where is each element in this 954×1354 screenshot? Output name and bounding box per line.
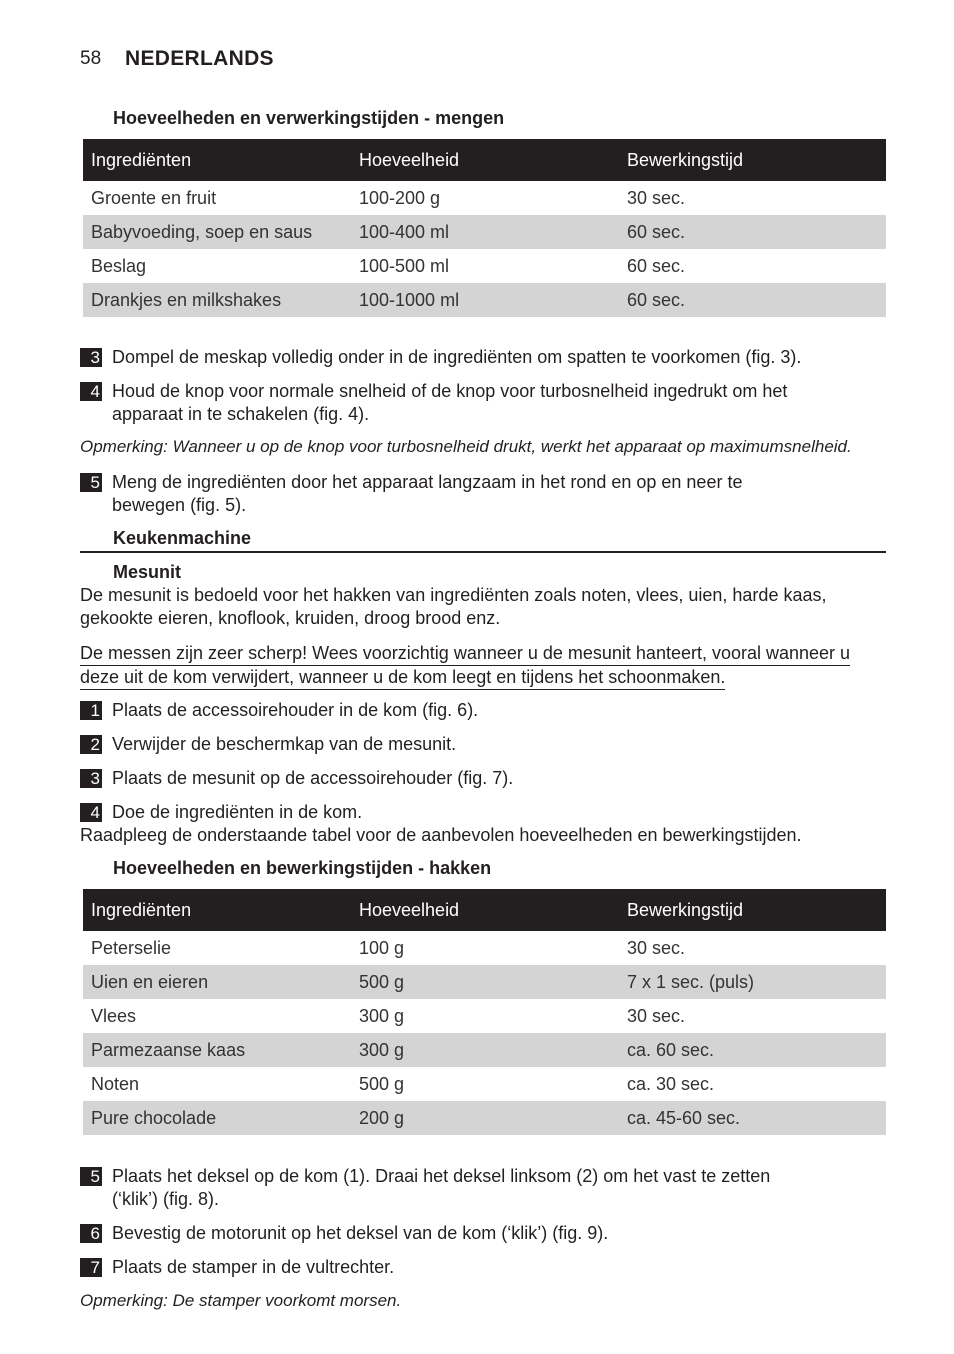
step-text: Doe de ingrediënten in de kom. — [112, 802, 363, 822]
step-text: Bevestig de motorunit op het deksel van de kom (‘klik’) (fig. 9). — [112, 1223, 609, 1243]
step-number: 6 — [80, 1224, 102, 1243]
step-number: 3 — [80, 348, 102, 367]
step-text: Plaats de accessoirehouder in de kom (fig. 6). — [112, 700, 479, 720]
mesunit-description — [80, 584, 826, 630]
cell: 100-500 ml — [359, 255, 450, 276]
column-header: Bewerkingstijd — [619, 889, 886, 931]
table-row — [83, 249, 886, 283]
cell: 200 g — [351, 1101, 619, 1135]
language-heading: NEDERLANDS — [125, 47, 274, 70]
table-row — [83, 283, 886, 317]
table1-title: Hoeveelheden en verwerkingstijden - mengen — [113, 108, 505, 128]
table-header-row — [83, 139, 886, 181]
cell: ca. 60 sec. — [619, 1033, 886, 1067]
cell: Noten — [91, 1073, 140, 1094]
cell: 100-200 g — [359, 187, 441, 208]
paragraph-line: De mesunit is bedoeld voor het hakken van ingrediënten zoals noten, vlees, uien, harde kaas, — [80, 585, 827, 605]
step-number: 5 — [80, 473, 102, 492]
cell: Uien en eieren — [83, 965, 351, 999]
warning-text — [80, 642, 850, 690]
cell: 60 sec. — [619, 215, 886, 249]
cell: 100 g — [359, 937, 405, 958]
cell: ca. 45-60 sec. — [619, 1101, 886, 1135]
table-row — [83, 1101, 886, 1135]
cell: 30 sec. — [627, 1005, 686, 1026]
step-line: apparaat in te schakelen (fig. 4). — [112, 404, 370, 424]
step-text: Plaats de stamper in de vultrechter. — [112, 1257, 395, 1277]
column-header: Ingrediënten — [83, 889, 351, 931]
column-header: Ingrediënten — [83, 139, 351, 181]
table-row — [83, 999, 886, 1033]
table-row — [83, 1067, 886, 1101]
warning-line: deze uit de kom verwijdert, wanneer u de kom leegt en tijdens het schoonmaken. — [80, 666, 725, 690]
step-number: 5 — [80, 1167, 102, 1186]
step-line: Meng de ingrediënten door het apparaat langzaam in het rond en op en neer te — [112, 472, 743, 492]
cell: 7 x 1 sec. (puls) — [619, 965, 886, 999]
note-turbo: Opmerking: Wanneer u op de knop voor turbosnelheid drukt, werkt het apparaat op maximumsnelheid. — [80, 437, 852, 456]
section-divider — [80, 551, 886, 553]
step-text: Dompel de meskap volledig onder in de ingrediënten om spatten te voorkomen (fig. 3). — [112, 347, 802, 367]
step-number: 4 — [80, 803, 102, 822]
table2-title: Hoeveelheden en bewerkingstijden - hakken — [113, 858, 492, 878]
cell: Groente en fruit — [91, 187, 217, 208]
column-header: Hoeveelheid — [351, 889, 619, 931]
consult-table-text: Raadpleeg de onderstaande tabel voor de aanbevolen hoeveelheden en bewerkingstijden. — [80, 825, 802, 845]
step-number: 1 — [80, 701, 102, 720]
chopping-table — [83, 889, 886, 1135]
step-number: 7 — [80, 1258, 102, 1277]
cell: 300 g — [359, 1005, 405, 1026]
cell: 300 g — [351, 1033, 619, 1067]
cell: Pure chocolade — [83, 1101, 351, 1135]
step-line: Plaats het deksel op de kom (1). Draai het deksel linksom (2) om het vast te zetten — [112, 1166, 771, 1186]
table-header-row — [83, 889, 886, 931]
cell: Drankjes en milkshakes — [83, 283, 351, 317]
cell: 100-400 ml — [351, 215, 619, 249]
step-number: 3 — [80, 769, 102, 788]
cell: 30 sec. — [627, 187, 686, 208]
page-number: 58 — [80, 48, 102, 69]
cell: Parmezaanse kaas — [83, 1033, 351, 1067]
cell: Beslag — [91, 255, 147, 276]
cell: 500 g — [359, 1073, 405, 1094]
table-row — [83, 931, 886, 965]
cell: 60 sec. — [619, 283, 886, 317]
paragraph-line: gekookte eieren, knoflook, kruiden, droog brood enz. — [80, 608, 501, 628]
step-line: bewegen (fig. 5). — [112, 495, 247, 515]
column-header: Bewerkingstijd — [619, 139, 886, 181]
cell: 100-1000 ml — [351, 283, 619, 317]
table-row — [83, 1033, 886, 1067]
section-heading-mesunit: Mesunit — [113, 562, 182, 582]
cell: Babyvoeding, soep en saus — [83, 215, 351, 249]
cell: 30 sec. — [627, 937, 686, 958]
cell: ca. 30 sec. — [627, 1073, 715, 1094]
table-row — [83, 965, 886, 999]
step-text — [112, 1165, 770, 1211]
step-text: Verwijder de beschermkap van de mesunit. — [112, 734, 457, 754]
warning-line: De messen zijn zeer scherp! Wees voorzichtig wanneer u de mesunit hanteert, vooral wanneer u — [80, 642, 850, 666]
step-line: Houd de knop voor normale snelheid of de knop voor turbosnelheid ingedrukt om het — [112, 381, 788, 401]
section-heading-keukenmachine: Keukenmachine — [113, 528, 252, 548]
step-text — [112, 380, 787, 426]
cell: 60 sec. — [627, 255, 686, 276]
column-header: Hoeveelheid — [351, 139, 619, 181]
note-stamper: Opmerking: De stamper voorkomt morsen. — [80, 1291, 402, 1310]
cell: 500 g — [351, 965, 619, 999]
table-row — [83, 215, 886, 249]
mixing-table — [83, 139, 886, 317]
step-number: 2 — [80, 735, 102, 754]
step-text — [112, 471, 742, 517]
step-text: Plaats de mesunit op de accessoirehouder (fig. 7). — [112, 768, 514, 788]
step-line: (‘klik’) (fig. 8). — [112, 1189, 219, 1209]
cell: Vlees — [91, 1005, 137, 1026]
cell: Peterselie — [91, 937, 172, 958]
step-number: 4 — [80, 382, 102, 401]
table-row — [83, 181, 886, 215]
